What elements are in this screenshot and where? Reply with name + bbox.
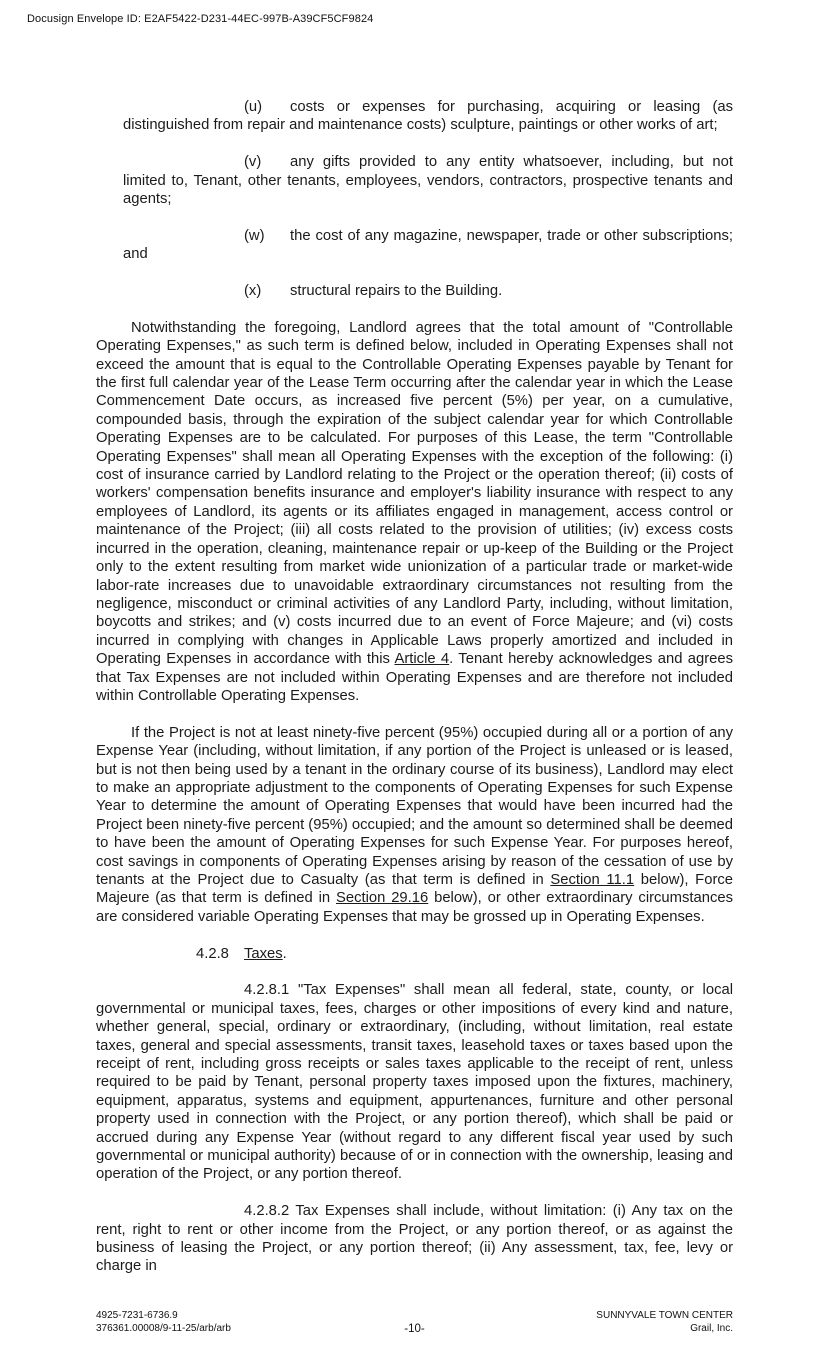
text-run: . [282, 945, 287, 962]
text-run: . Tenant hereby acknowledges and agrees that Tax Expenses are not included within Operating Expenses and are therefore not included within Controllable Operating Expenses. [96, 651, 733, 704]
paragraph-gross-up [96, 724, 733, 926]
clause-label: (u) [244, 99, 263, 115]
page-footer [96, 1310, 733, 1335]
clause-label: (x) [244, 283, 262, 300]
text-run: Notwithstanding the foregoing, Landlord agrees that the total amount of "Controllable Operating Expenses," as such term is defined below, included in Operating Expenses shall not exceed the amount that is equal to the Controllable Operating Expenses payable by Tenant for the first full calendar year of the Lease Term occurring after the calendar year in which the Lease Commencement Date occurs, as increased five percent (5%) per year, on a cumulative, compounded basis, through the expiration of the subject calendar year for which Controllable Operating Expenses are to be calculated. For purposes of this Lease, the term "Controllable Operating Expenses" shall mean all Operating Expenses with the exception of the following: (i) cost of insurance carried by Landlord relating to the Project or the operation thereof; (ii) costs of workers' compensation benefits insurance and employer's liability insurance with respect to any employees of Landlord, its agents or its affiliates engaged in management, access control or maintenance of the Project; (iii) all costs related to the provision of utilities; (iv) excess costs incurred in the operation, cleaning, maintenance repair or up-keep of the Building or the Project only to the extent resulting from market wide unionization of a particular trade or market-wide labor-rate increases due to unavoidable extraordinary circumstances not resulting from the negligence, misconduct or criminal activities of any Landlord Party, including, without limitation, boycotts and strikes; and (v) costs incurred due to an event of Force Majeure; and (vi) costs incurred in complying with changes in Applicable Laws properly amortized and included in Operating Expenses in accordance with this [96, 319, 733, 668]
document-number: 4925-7231-6736.9 [96, 1310, 178, 1321]
text-run: below), or other extraordinary circumstances are considered variable Operating Expenses that may be grossed up in Operating Expenses. [96, 890, 733, 925]
clause-x [123, 282, 733, 300]
clause-u [123, 98, 733, 135]
text-run: 4.2.8.2 Tax Expenses shall include, without limitation: (i) Any tax on the rent, right to rent or other income from the Project, or any portion thereof, or as against the business of leasing the Project, or any portion thereof; (ii) Any assessment, tax, fee, levy or charge in [96, 1203, 733, 1275]
clause-w [123, 227, 733, 264]
text-run: If the Project is not at least ninety-five percent (95%) occupied during all or a portion of any Expense Year (including, without limitation, if any portion of the Project is unleased or is leased, but is not then being used by a tenant in the ordinary course of its business), Landlord may elect to make an appropriate adjustment to the components of Operating Expenses for such Expense Year to determine the amount of Operating Expenses that would have been incurred had the Project been ninety-five percent (95%) occupied; and the amount so determined shall be deemed to have been the amount of Operating Expenses for such Expense Year. For purposes hereof, cost savings in components of Operating Expenses arising by reason of the cessation of use by tenants at the Project due to Casualty (as that term is defined in [96, 724, 733, 888]
page-number: -10- [404, 1322, 425, 1335]
footer-right-block [425, 1310, 733, 1335]
cross-reference-section-11-1: Section 11.1 [550, 871, 635, 888]
paragraph-controllable-expenses [96, 319, 733, 706]
clause-label: (w) [244, 227, 265, 244]
footer-left-block [96, 1310, 404, 1335]
text-run: structural repairs to the Building. [290, 283, 503, 300]
clause-label: (v) [244, 154, 262, 171]
text-run: any gifts provided to any entity whatsoever, including, but not limited to, Tenant, other tenants, employees, vendors, contractors, prospective tenants and agents; [123, 154, 733, 208]
clause-v [123, 153, 733, 208]
docusign-envelope-id: Docusign Envelope ID: E2AF5422-D231-44EC-997B-A39CF5CF9824 [27, 13, 374, 25]
section-number: 4.2.8 [196, 945, 229, 962]
text-run: 4.2.8.1 "Tax Expenses" shall mean all federal, state, county, or local governmental or municipal taxes, fees, charges or other impositions of every kind and nature, whether general, special, ordinary or extraordinary, (including, without limitation, real estate taxes, general and special assessments, transit taxes, leasehold taxes or taxes based upon the receipt of rent, including gross receipts or sales taxes applicable to the receipt of rent, unless required to be paid by Tenant, personal property taxes imposed upon the fixtures, machinery, equipment, apparatus, systems and equipment, appurtenances, furniture and other personal property used in connection with the Project, or any portion thereof), which shall be paid or accrued during any Expense Year (without regard to any different fiscal year used by such governmental or municipal authority) because of or in connection with the ownership, leasing and operation of the Project, or any portion thereof. [96, 982, 733, 1183]
tenant-name: Grail, Inc. [690, 1322, 733, 1334]
text-run: costs or expenses for purchasing, acquiring or leasing (as distinguished from repair and maintenance costs) sculpture, paintings or other works of art; [123, 99, 733, 134]
heading-taxes [196, 945, 733, 963]
cross-reference-section-29-16: Section 29.16 [336, 890, 429, 907]
file-reference: 376361.00008/9-11-25/arb/arb [96, 1322, 231, 1334]
paragraph-4-2-8-1 [96, 981, 733, 1183]
text-run: below), Force Majeure (as that term is defined in [96, 871, 734, 907]
document-body [96, 98, 733, 1294]
property-name: SUNNYVALE TOWN CENTER [596, 1310, 733, 1321]
text-run: the cost of any magazine, newspaper, trade or other subscriptions; and [123, 227, 733, 263]
paragraph-4-2-8-2 [96, 1202, 733, 1276]
cross-reference-article-4: Article 4 [394, 651, 450, 668]
section-title: Taxes [244, 945, 283, 962]
